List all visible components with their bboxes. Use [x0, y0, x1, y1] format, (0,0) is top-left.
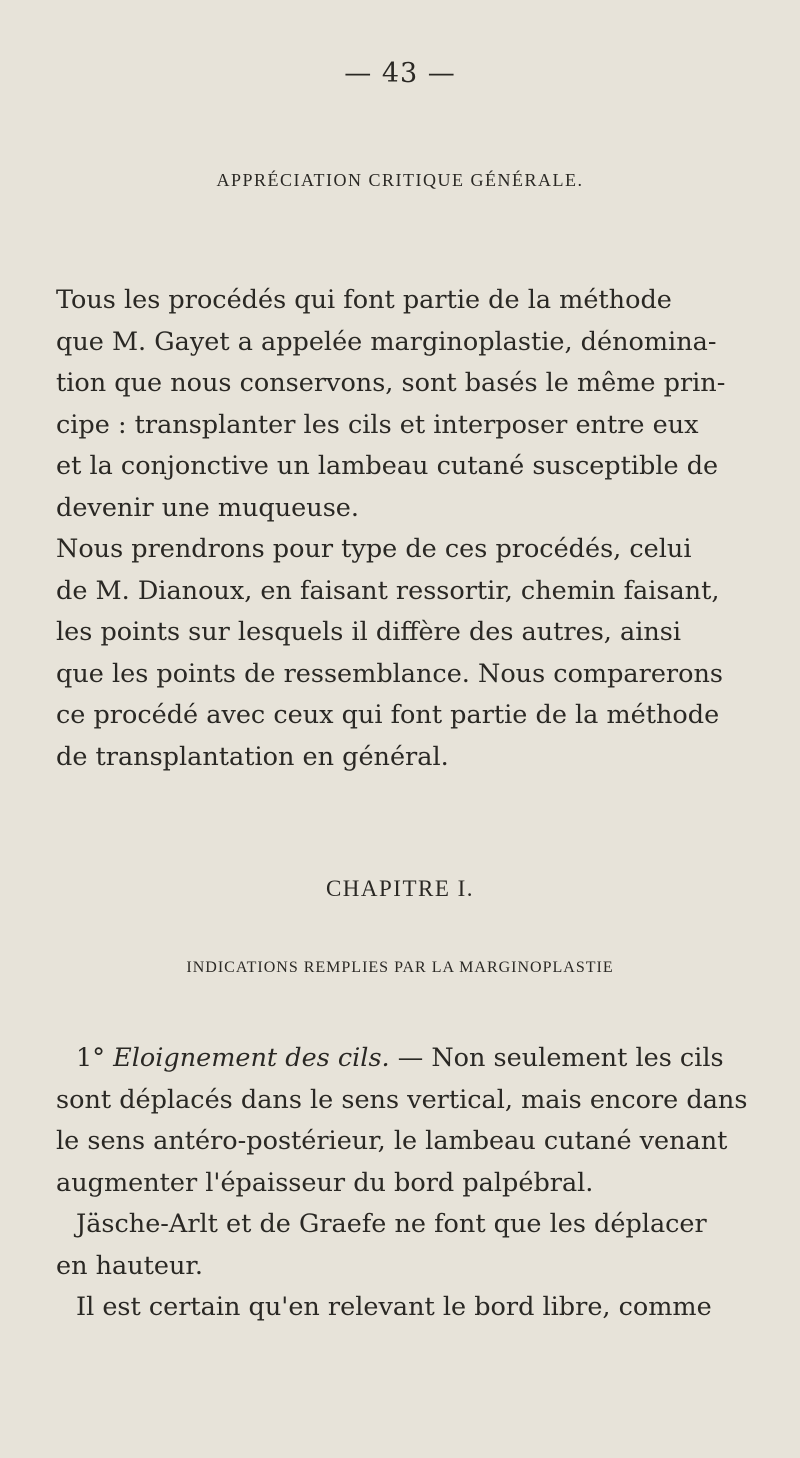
text-line: devenir une muqueuse. [56, 492, 359, 523]
chapter-title: CHAPITRE I. [325, 876, 475, 901]
chapter-subtitle: INDICATIONS REMPLIES PAR LA MARGINOPLASTIE [186, 959, 614, 976]
text-line: en hauteur. [56, 1250, 203, 1281]
text-line: Tous les procédés qui font partie de la méthode [56, 285, 672, 315]
text-line: Nous prendrons pour type de ces procédés, celui [56, 534, 692, 564]
section-1-first-line [56, 1038, 766, 1080]
section-1-paragraphs [56, 1038, 766, 1329]
text-line: ce procédé avec ceux qui font partie de la méthode [56, 700, 720, 730]
text-line: tion que nous conservons, sont basés le même prin- [56, 368, 726, 398]
text-line: le sens antéro-postérieur, le lambeau cutané venant [56, 1126, 728, 1156]
text-line: cipe : transplanter les cils et interposer entre eux [56, 409, 699, 440]
text-line: que les points de ressemblance. Nous comparerons [56, 658, 723, 689]
text-line: et la conjonctive un lambeau cutané susceptible de [56, 451, 719, 481]
page-number: — 43 — [344, 58, 456, 89]
text-line: — Non seulement les cils [389, 1043, 724, 1073]
text-line: les points sur lesquels il diffère des autres, ainsi [56, 617, 682, 647]
section-heading: Eloignement des cils. [113, 1043, 390, 1073]
intro-paragraphs [56, 280, 766, 778]
text-line: de transplantation en général. [56, 741, 449, 772]
section-number: 1° [76, 1043, 105, 1073]
text-line: Il est certain qu'en relevant le bord libre, comme [76, 1292, 712, 1322]
section-title: APPRÉCIATION CRITIQUE GÉNÉRALE. [216, 170, 584, 190]
text-line: de M. Dianoux, en faisant ressortir, chemin faisant, [56, 575, 720, 606]
text-line: sont déplacés dans le sens vertical, mais encore dans [56, 1084, 748, 1115]
text-line: que M. Gayet a appelée marginoplastie, dénomina- [56, 326, 717, 357]
text-line: augmenter l'épaisseur du bord palpébral. [56, 1167, 594, 1198]
text-line: Jäsche-Arlt et de Graefe ne font que les déplacer [76, 1209, 707, 1239]
